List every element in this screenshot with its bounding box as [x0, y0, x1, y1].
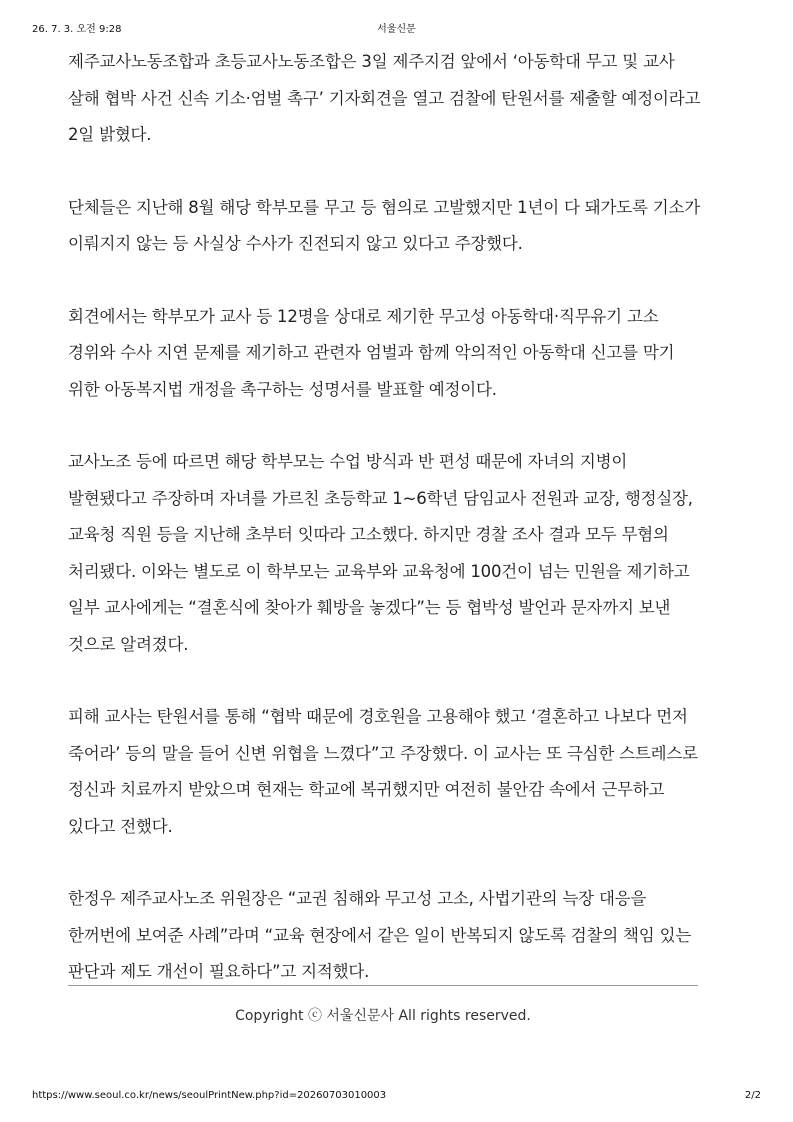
- page-number: 2/2: [744, 1090, 761, 1101]
- article-paragraph: 회견에서는 학부모가 교사 등 12명을 상대로 제기한 무고성 아동학대·직무유기 고소 경위와 수사 지연 문제를 제기하고 관련자 엄벌과 함께 악의적인 아동학대 신고를 막기 위한 아동복지법 개정을 촉구하는 성명서를 발표할 예정이다.: [68, 306, 675, 399]
- page-url: https://www.seoul.co.kr/news/seoulPrintNew.php?id=20260703010003: [32, 1090, 387, 1101]
- site-title: 서울신문: [377, 24, 416, 35]
- article-body: [68, 44, 708, 1027]
- print-datetime: 26. 7. 3. 오전 9:28: [32, 24, 122, 35]
- copyright-notice: Copyright ⓒ 서울신문사 All rights reserved.: [235, 1008, 531, 1024]
- article-paragraph: 교사노조 등에 따르면 해당 학부모는 수업 방식과 반 편성 때문에 자녀의 지병이 발현됐다고 주장하며 자녀를 가르친 초등학교 1~6학년 담임교사 전원과 교장, 행정실장, 교육청 직원 등을 지난해 초부터 잇따라 고소했다. 하지만 경찰 조사 결과 모두 무혐의 처리됐다. 이와는 별도로 이 학부모는 교육부와 교육청에 100건이 넘는 민원을 제기하고 일부 교사에게는 “결혼식에 찾아가 훼방을 놓겠다”는 등 협박성 발언과 문자까지 보낸 것으로 알려졌다.: [68, 452, 693, 654]
- print-header: [32, 20, 761, 36]
- article-paragraph: 제주교사노동조합과 초등교사노동조합은 3일 제주지검 앞에서 ‘아동학대 무고 및 교사 살해 협박 사건 신속 기소·엄벌 촉구’ 기자회견을 열고 검찰에 탄원서를 제출할 예정이라고 2일 밝혔다.: [68, 52, 701, 144]
- article-paragraph: 단체들은 지난해 8월 해당 학부모를 무고 등 혐의로 고발했지만 1년이 다 돼가도록 기소가 이뤄지지 않는 등 사실상 수사가 진전되지 않고 있다고 주장했다.: [68, 197, 700, 253]
- article-paragraph: 한정우 제주교사노조 위원장은 “교권 침해와 무고성 고소, 사법기관의 늑장 대응을 한꺼번에 보여준 사례”라며 “교육 현장에서 같은 일이 반복되지 않도록 검찰의 책임 있는 판단과 제도 개선이 필요하다”고 지적했다.: [68, 889, 692, 981]
- print-footer: [32, 1090, 761, 1104]
- article-paragraph: 피해 교사는 탄원서를 통해 “협박 때문에 경호원을 고용해야 했고 ‘결혼하고 나보다 먼저 죽어라’ 등의 말을 들어 신변 위협을 느꼈다”고 주장했다. 이 교사는 또 극심한 스트레스로 정신과 치료까지 받았으며 현재는 학교에 복귀했지만 여전히 불안감 속에서 근무하고 있다고 전했다.: [68, 707, 698, 836]
- copyright-divider: [68, 985, 698, 986]
